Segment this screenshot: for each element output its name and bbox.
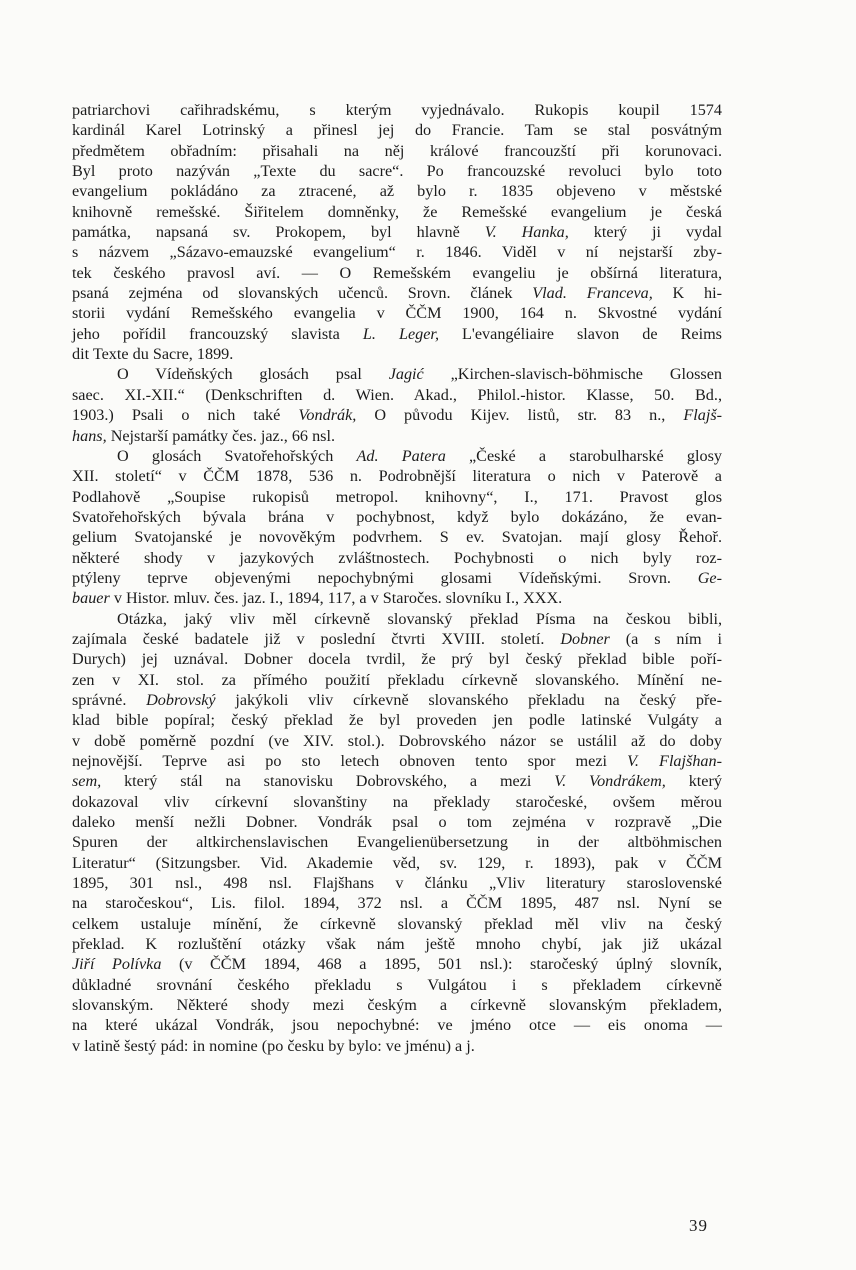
paragraph	[72, 364, 722, 445]
text-line: daleko menší nežli Dobner. Vondrák psal o tom zejména v rozpravě „Die	[72, 813, 722, 832]
text-line: Durych) jej uznával. Dobner docela tvrdil, že prý byl český překlad bible poří-	[72, 650, 722, 669]
text-line: předmětem obřadním: přisahali na něj králové francouzští při korunovaci.	[72, 141, 722, 160]
paragraph	[72, 446, 722, 609]
text-line: některé shody v jazykových zvláštnostech. Pochybnosti o nich byly roz-	[72, 548, 722, 567]
text-line: 1895, 301 nsl., 498 nsl. Flajšhans v článku „Vliv literatury staroslovenské	[72, 874, 722, 893]
text-line: Podlahově „Soupise rukopisů metropol. knihovny“, I., 171. Pravost glos	[72, 487, 722, 506]
text-line: důkladné srovnání českého překladu s Vulgátou i s překladem církevně	[72, 975, 722, 994]
text-line: ptýleny teprve objevenými nepochybnými glosami Vídeňskými. Srovn. Ge-	[72, 568, 722, 587]
text-line: Svatořehořských bývala brána v pochybnost, když bylo dokázáno, že evan-	[72, 507, 722, 526]
text-line: slovanským. Některé shody mezi českým a církevně slovanským překladem,	[72, 996, 722, 1015]
text-line: sem, který stál na stanovisku Dobrovského, a mezi V. Vondrákem, který	[72, 772, 722, 791]
text-line: klad bible popíral; český překlad že byl proveden jen podle latinské Vulgáty a	[72, 711, 722, 730]
text-line: Literatur“ (Sitzungsber. Vid. Akademie věd, sv. 129, r. 1893), pak v ČČM	[72, 853, 722, 872]
text-line: Byl proto nazýván „Texte du sacre“. Po francouzské revoluci bylo toto	[72, 162, 722, 181]
text-line: Jiří Polívka (v ČČM 1894, 468 a 1895, 501 nsl.): staročeský úplný slovník,	[72, 955, 722, 974]
text-line: dit Texte du Sacre, 1899.	[72, 345, 234, 364]
text-line: překlad. K rozluštění otázky však nám ještě mnoho chybí, jak již ukázal	[72, 935, 722, 954]
text-line: nejnovější. Teprve asi po sto letech obnoven tento spor mezi V. Flajšhan-	[72, 752, 722, 770]
text-line: s názvem „Sázavo-emauzské evangelium“ r. 1846. Viděl v ní nejstarší zby-	[72, 243, 722, 262]
text-line: na které ukázal Vondrák, jsou nepochybné: ve jméno otce — eis onoma —	[72, 1016, 722, 1035]
text-line: správné. Dobrovský jakýkoli vliv církevně slovanského překladu na český pře-	[72, 690, 722, 709]
text-line: XII. století“ v ČČM 1878, 536 n. Podrobnější literatura o nich v Paterově a	[72, 467, 722, 486]
text-line: na staročeskou“, Lis. filol. 1894, 372 nsl. a ČČM 1895, 487 nsl. Nyní se	[72, 894, 722, 913]
text-line: patriarchovi cařihradskému, s kterým vyjednávalo. Rukopis koupil 1574	[72, 101, 722, 119]
text-line: saec. XI.-XII.“ (Denkschriften d. Wien. Akad., Philol.-histor. Klasse, 50. Bd.,	[72, 385, 722, 404]
text-line: gelium Svatojanské je novověkým podvrhem. S ev. Svatojan. mají glosy Řehoř.	[72, 528, 722, 547]
text-line: psaná zejména od slovanských učenců. Srovn. článek Vlad. Franceva, K hi-	[72, 284, 722, 303]
text-line: storii vydání Remešského evangelia v ČČM 1900, 164 n. Skvostné vydání	[72, 304, 722, 323]
text-line: zen v XI. stol. za přímého použití překladu církevně slovanského. Mínění ne-	[72, 670, 722, 689]
text-line: v latině šestý pád: in nomine (po česku by bylo: ve jménu) a j.	[72, 1036, 475, 1055]
text-line: památka, napsaná sv. Prokopem, byl hlavně V. Hanka, který ji vydal	[72, 223, 722, 242]
text-line: O Vídeňských glosách psal Jagić „Kirchen-slavisch-böhmische Glossen	[117, 365, 723, 384]
text-line: zajímala české badatele již v poslední čtvrti XVIII. století. Dobner (a s ním i	[72, 629, 722, 648]
text-line: bauer v Histor. mluv. čes. jaz. I., 1894, 117, a v Staročes. slovníku I., XXX.	[72, 589, 563, 608]
text-line: evangelium pokládáno za ztracené, až bylo r. 1835 objeveno v městské	[72, 182, 722, 201]
text-line: knihovně remešské. Šiřitelem domněnky, že Remešské evangelium je česká	[72, 202, 722, 221]
text-line: v době poměrně pozdní (ve XIV. stol.). Dobrovského názor se ustálil až do doby	[72, 731, 722, 750]
text-line: dokazoval vliv církevní slovanštiny na překlady staročeské, ovšem měrou	[72, 792, 722, 811]
text-line: celkem ustaluje mínění, že církevně slovanský překlad měl vliv na český	[72, 914, 722, 933]
paragraph	[72, 100, 722, 364]
page-number: 39	[689, 1216, 708, 1235]
text-line: tek českého pravosl aví. — O Remešském evangeliu je obšírná literatura,	[72, 263, 722, 282]
text-line: jeho pořídil francouzský slavista L. Leger, L'evangéliaire slavon de Reims	[72, 324, 722, 343]
text-line: hans, Nejstarší památky čes. jaz., 66 nsl.	[72, 426, 336, 445]
text-line: kardinál Karel Lotrinský a přinesl jej do Francie. Tam se stal posvátným	[72, 121, 722, 140]
page-body	[72, 100, 722, 1056]
text-line: Spuren der altkirchenslavischen Evangelienübersetzung in der altböhmischen	[72, 833, 722, 852]
paragraph	[72, 609, 722, 1057]
text-line: Otázka, jaký vliv měl církevně slovanský překlad Písma na českou bibli,	[117, 609, 722, 628]
text-line: 1903.) Psali o nich také Vondrák, O původu Kijev. listů, str. 83 n., Flajš-	[72, 406, 723, 425]
text-line: O glosách Svatořehořských Ad. Patera „České a starobulharské glosy	[117, 446, 722, 465]
